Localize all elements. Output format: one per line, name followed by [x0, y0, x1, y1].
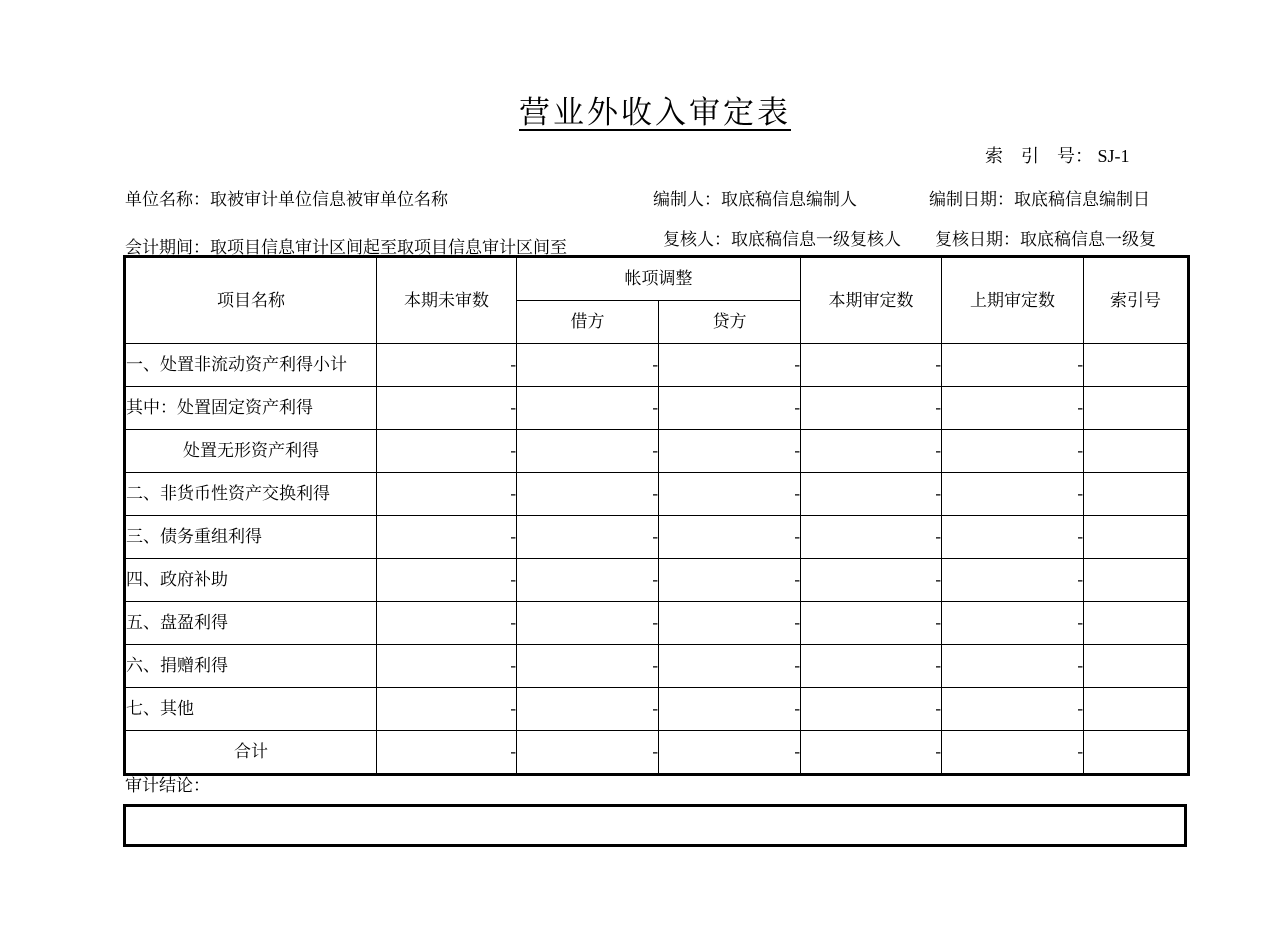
amount-cell: -: [659, 731, 801, 775]
preparer-label: 编制人：: [653, 190, 721, 209]
col-header-adjustment: 帐项调整: [517, 257, 801, 301]
row-label-cell: 三、债务重组利得: [125, 516, 377, 559]
amount-cell: -: [942, 602, 1084, 645]
col-header-index: 索引号: [1084, 257, 1189, 344]
col-header-credit: 贷方: [659, 301, 801, 344]
amount-cell: -: [377, 516, 517, 559]
table-row: [125, 731, 1189, 775]
table-body: [125, 344, 1189, 775]
amount-cell: -: [377, 473, 517, 516]
col-header-unaudited: 本期未审数: [377, 257, 517, 344]
row-label-cell: 五、盘盈利得: [125, 602, 377, 645]
table-row: [125, 559, 1189, 602]
reviewer-label: 复核人：: [663, 230, 731, 249]
row-label-cell: 七、其他: [125, 688, 377, 731]
unit-name-field: [125, 185, 448, 210]
index-cell: [1084, 430, 1189, 473]
table-header-row-1: [125, 257, 1189, 301]
reviewer-value: 取底稿信息一级复核人: [731, 230, 901, 249]
amount-cell: -: [801, 473, 942, 516]
amount-cell: -: [377, 387, 517, 430]
audit-conclusion-label: 审计结论：: [125, 776, 210, 795]
review-date-label: 复核日期：: [935, 230, 1020, 249]
index-cell: [1084, 559, 1189, 602]
amount-cell: -: [517, 731, 659, 775]
amount-cell: -: [801, 731, 942, 775]
row-label-cell: 处置无形资产利得: [125, 430, 377, 473]
amount-cell: -: [659, 516, 801, 559]
index-cell: [1084, 688, 1189, 731]
amount-cell: -: [659, 688, 801, 731]
amount-cell: -: [659, 602, 801, 645]
amount-cell: -: [517, 430, 659, 473]
amount-cell: -: [517, 344, 659, 387]
review-date-value: 取底稿信息一级复: [1020, 230, 1156, 249]
accounting-period-label: 会计期间：: [125, 238, 210, 257]
amount-cell: -: [659, 559, 801, 602]
amount-cell: -: [517, 387, 659, 430]
verification-table: [123, 255, 1190, 776]
amount-cell: -: [377, 559, 517, 602]
audit-conclusion-box[interactable]: [123, 804, 1187, 847]
amount-cell: -: [942, 430, 1084, 473]
index-cell: [1084, 344, 1189, 387]
table-row: [125, 602, 1189, 645]
amount-cell: -: [517, 516, 659, 559]
amount-cell: -: [942, 731, 1084, 775]
index-cell: [1084, 516, 1189, 559]
index-cell: [1084, 602, 1189, 645]
col-header-item: 项目名称: [125, 257, 377, 344]
row-label-cell: 合计: [125, 731, 377, 775]
table-row: [125, 344, 1189, 387]
col-header-current-verified: 本期审定数: [801, 257, 942, 344]
row-label-cell: 六、捐赠利得: [125, 645, 377, 688]
amount-cell: -: [659, 344, 801, 387]
preparer-value: 取底稿信息编制人: [721, 190, 857, 209]
preparer-field: [653, 185, 857, 210]
amount-cell: -: [942, 559, 1084, 602]
index-cell: [1084, 731, 1189, 775]
amount-cell: -: [517, 688, 659, 731]
amount-cell: -: [942, 344, 1084, 387]
accounting-period-value: 取项目信息审计区间起至取项目信息审计区间至: [210, 238, 567, 257]
amount-cell: -: [942, 516, 1084, 559]
index-number-value: SJ-1: [1097, 146, 1130, 166]
col-header-debit: 借方: [517, 301, 659, 344]
row-label-cell: 二、非货币性资产交换利得: [125, 473, 377, 516]
amount-cell: -: [942, 688, 1084, 731]
amount-cell: -: [659, 430, 801, 473]
amount-cell: -: [659, 473, 801, 516]
amount-cell: -: [517, 559, 659, 602]
amount-cell: -: [377, 731, 517, 775]
amount-cell: -: [517, 473, 659, 516]
prepare-date-field: [929, 185, 1150, 210]
row-label-cell: 四、政府补助: [125, 559, 377, 602]
amount-cell: -: [801, 387, 942, 430]
amount-cell: -: [942, 645, 1084, 688]
amount-cell: -: [942, 387, 1084, 430]
page-title: [123, 87, 1187, 132]
prepare-date-label: 编制日期：: [929, 190, 1014, 209]
unit-name-value: 取被审计单位信息被审单位名称: [210, 190, 448, 209]
unit-name-label: 单位名称：: [125, 190, 210, 209]
amount-cell: -: [801, 645, 942, 688]
index-number-label: 索 引 号：: [985, 146, 1093, 166]
table-row: [125, 645, 1189, 688]
col-header-prior-verified: 上期审定数: [942, 257, 1084, 344]
amount-cell: -: [801, 559, 942, 602]
index-cell: [1084, 387, 1189, 430]
amount-cell: -: [801, 430, 942, 473]
amount-cell: -: [377, 430, 517, 473]
amount-cell: -: [517, 602, 659, 645]
index-cell: [1084, 473, 1189, 516]
amount-cell: -: [377, 688, 517, 731]
amount-cell: -: [942, 473, 1084, 516]
table-row: [125, 387, 1189, 430]
table-row: [125, 688, 1189, 731]
amount-cell: -: [517, 645, 659, 688]
amount-cell: -: [659, 387, 801, 430]
table-row: [125, 430, 1189, 473]
amount-cell: -: [801, 602, 942, 645]
prepare-date-value: 取底稿信息编制日: [1014, 190, 1150, 209]
amount-cell: -: [377, 645, 517, 688]
index-number-line: [985, 142, 1130, 168]
review-date-field: [935, 225, 1156, 250]
reviewer-field: [663, 225, 901, 250]
amount-cell: -: [377, 602, 517, 645]
table-row: [125, 516, 1189, 559]
amount-cell: -: [659, 645, 801, 688]
row-label-cell: 其中：处置固定资产利得: [125, 387, 377, 430]
amount-cell: -: [801, 688, 942, 731]
row-label-cell: 一、处置非流动资产利得小计: [125, 344, 377, 387]
amount-cell: -: [801, 344, 942, 387]
amount-cell: -: [377, 344, 517, 387]
amount-cell: -: [801, 516, 942, 559]
index-cell: [1084, 645, 1189, 688]
page-title-text: 营业外收入审定表: [519, 95, 791, 130]
table-row: [125, 473, 1189, 516]
